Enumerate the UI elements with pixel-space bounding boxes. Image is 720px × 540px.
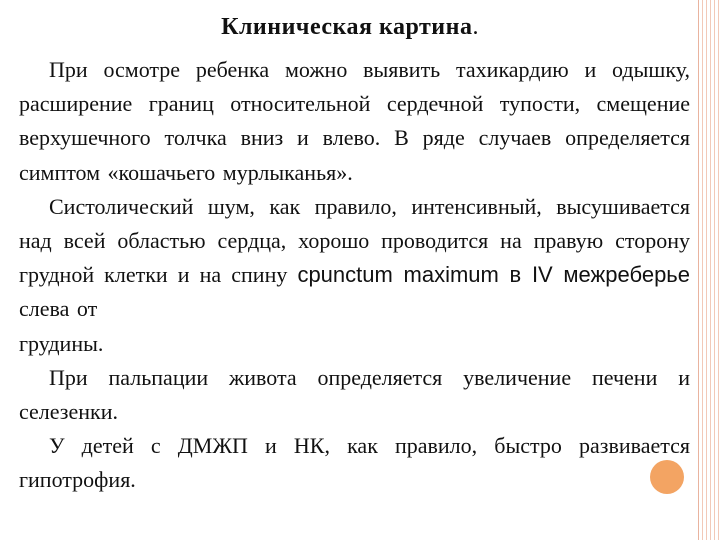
murmur-text: Систолический шум, как правило, интенсивный, высушивается над всей областью сердца, хорошо проводится на правую сторону грудной клетки и на спину <box>19 193 690 288</box>
slide-title <box>0 14 700 41</box>
punctum-location-text: слева от <box>19 296 98 322</box>
slide-body <box>19 53 690 498</box>
paragraph-sternum: грудины. <box>19 330 104 356</box>
decorative-right-border <box>698 0 720 540</box>
punctum-maximum-text: cpunctum maximum в IV межреберье <box>297 262 690 288</box>
paragraph-palpation: При пальпации живота определяется увеличение печени и селезенки. <box>19 364 690 425</box>
paragraph-exam: При осмотре ребенка можно выявить тахикардию и одышку, расширение границ относительной сердечной тупости, смещение верхушечного толчка вниз и влево. В ряде случаев определяется симптом «кошачьего мурлыканья». <box>19 57 690 185</box>
paragraph-hypotrophy: У детей с ДМЖП и НК, как правило, быстро развивается гипотрофия. <box>19 433 690 493</box>
title-dot: . <box>472 14 479 40</box>
paragraph-murmur <box>19 190 690 327</box>
title-text: Клиническая картина <box>221 14 473 40</box>
